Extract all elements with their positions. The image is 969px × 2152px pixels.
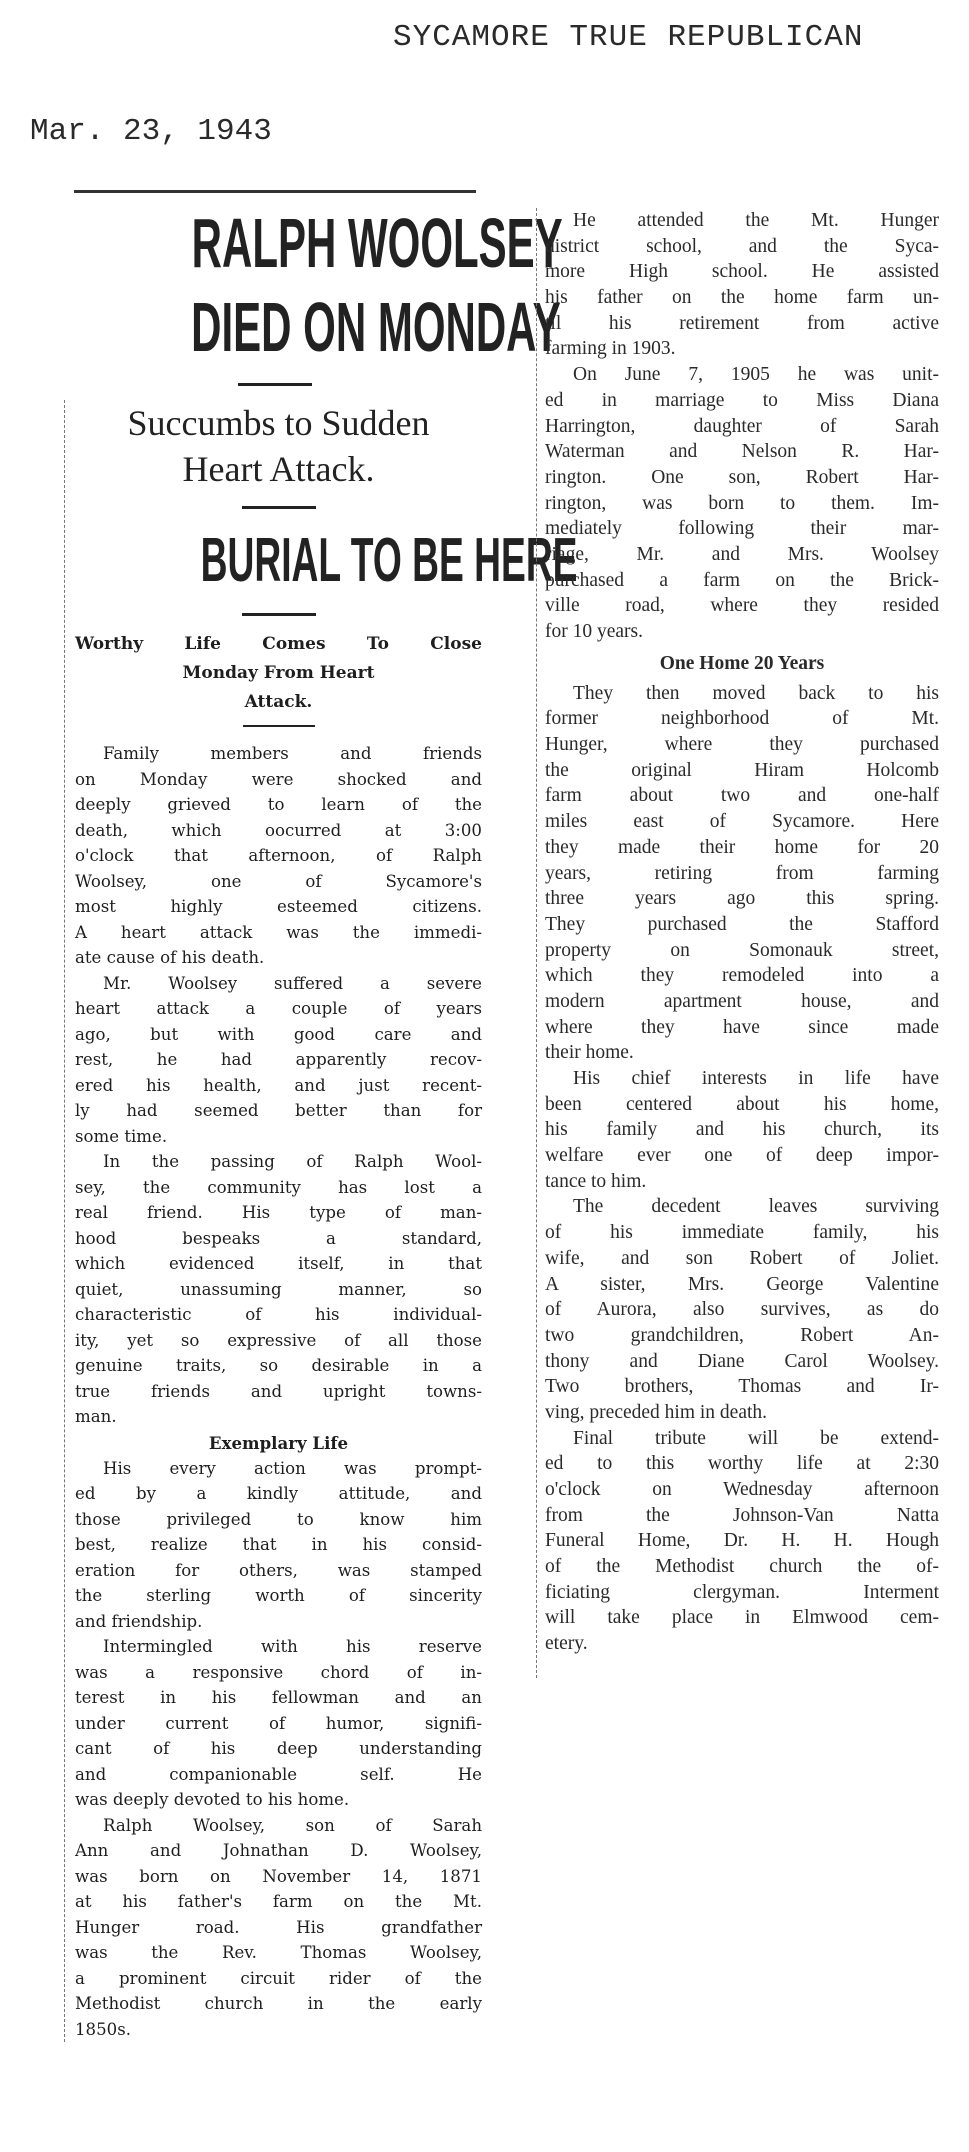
text-line: former neighborhood of Mt. xyxy=(545,708,939,730)
text-line: ficiating clergyman. Interment xyxy=(545,1581,939,1603)
text-line: Ann and Johnathan D. Woolsey, xyxy=(75,1841,482,1860)
text-line: at his father's farm on the Mt. xyxy=(75,1892,482,1911)
text-line: farm about two and one-half xyxy=(545,785,939,807)
text-line: ate cause of his death. xyxy=(75,948,265,967)
text-line: true friends and upright towns- xyxy=(75,1381,482,1401)
paragraph xyxy=(75,1813,482,2043)
text-line: characteristic of his individual- xyxy=(75,1305,482,1324)
text-line: rest, he had apparently recov- xyxy=(75,1050,482,1069)
text-line: He attended the Mt. Hunger xyxy=(573,210,939,231)
text-line: Woolsey, one of Sycamore's xyxy=(75,871,482,891)
text-line: tance to him. xyxy=(545,1170,647,1192)
paragraph xyxy=(545,681,939,1066)
text-line: they made their home for 20 xyxy=(545,836,939,858)
divider-rule xyxy=(243,725,315,727)
text-line: Two brothers, Thomas and Ir- xyxy=(545,1376,939,1398)
text-line: terest in his fellowman and an xyxy=(75,1688,482,1707)
text-line: o'clock on Wednesday afternoon xyxy=(545,1479,939,1500)
text-line: modern apartment house, and xyxy=(545,990,939,1012)
text-line: In the passing of Ralph Wool- xyxy=(103,1152,482,1171)
paragraph xyxy=(75,971,482,1150)
text-line: sey, the community has lost a xyxy=(75,1177,482,1197)
headline-text: BURIAL TO BE HERE xyxy=(200,526,578,595)
text-line: ed by a kindly attitude, and xyxy=(75,1484,482,1503)
text-line: was born on November 14, 1871 xyxy=(75,1866,482,1886)
subhead-line: Attack. xyxy=(244,692,313,712)
text-line: They then moved back to his xyxy=(573,682,939,704)
text-line: will take place in Elmwood cem- xyxy=(545,1607,939,1629)
text-line: which they remodeled into a xyxy=(545,965,939,987)
text-line: for 10 years. xyxy=(545,621,644,642)
text-line: Mr. Woolsey suffered a severe xyxy=(103,973,482,993)
text-line: His chief interests in life have xyxy=(573,1068,939,1089)
text-line: from the Johnson-Van Natta xyxy=(545,1504,939,1526)
paragraph xyxy=(545,1066,939,1194)
text-line: ity, yet so expressive of all those xyxy=(75,1330,482,1350)
paragraph xyxy=(75,1149,482,1430)
text-line: best, realize that in his consid- xyxy=(75,1535,482,1554)
text-line: two grandchildren, Robert An- xyxy=(545,1324,939,1346)
text-line: a prominent circuit rider of the xyxy=(75,1968,482,1988)
text-line: Funeral Home, Dr. H. H. Hough xyxy=(545,1530,939,1552)
text-line: of the Methodist church the of- xyxy=(545,1556,939,1578)
paragraph xyxy=(545,1194,939,1425)
text-line: purchased a farm on the Brick- xyxy=(545,569,939,591)
text-line: rington, was born to them. Im- xyxy=(545,492,939,514)
text-line: on Monday were shocked and xyxy=(75,769,482,789)
text-line: some time. xyxy=(75,1126,168,1146)
paragraph xyxy=(75,741,482,971)
text-line: three years ago this spring. xyxy=(545,888,939,910)
text-line: 1850s. xyxy=(75,2019,132,2039)
headline-text: DIED ON MONDAY xyxy=(191,288,561,366)
text-line: ed to this worthy life at 2:30 xyxy=(545,1453,939,1475)
text-line: most highly esteemed citizens. xyxy=(75,897,482,916)
text-line: quiet, unassuming manner, so xyxy=(75,1279,482,1299)
text-line: more High school. He assisted xyxy=(545,261,939,283)
text-line: heart attack a couple of years xyxy=(75,999,482,1018)
divider-rule xyxy=(242,506,316,509)
text-line: property on Somonauk street, xyxy=(545,939,939,961)
text-line: mediately following their mar- xyxy=(545,518,939,540)
text-line: his family and his church, its xyxy=(545,1119,939,1141)
text-line: man. xyxy=(75,1407,117,1426)
clipping-date: Mar. 23, 1943 xyxy=(30,114,272,149)
headline-text: RALPH WOOLSEY xyxy=(191,204,563,282)
top-rule xyxy=(74,190,476,193)
text-line: welfare ever one of deep impor- xyxy=(545,1145,939,1167)
text-line: His every action was prompt- xyxy=(103,1458,482,1478)
text-line: of Aurora, also survives, as do xyxy=(545,1299,939,1321)
text-line: Waterman and Nelson R. Har- xyxy=(545,441,939,463)
text-line: riage, Mr. and Mrs. Woolsey xyxy=(545,543,939,565)
text-line: eration for others, was stamped xyxy=(75,1560,482,1580)
text-line: o'clock that afternoon, of Ralph xyxy=(75,846,482,865)
paragraph xyxy=(545,1426,939,1657)
subhead-line: Worthy Life Comes To Close xyxy=(75,634,482,654)
headline-line-2 xyxy=(68,285,561,369)
text-line: Ralph Woolsey, son of Sarah xyxy=(103,1815,482,1835)
paragraph xyxy=(545,208,939,362)
text-line: was the Rev. Thomas Woolsey, xyxy=(75,1943,482,1962)
text-line: was deeply devoted to his home. xyxy=(75,1790,350,1809)
text-line: the sterling worth of sincerity xyxy=(75,1586,482,1605)
text-line: rington. One son, Robert Har- xyxy=(545,466,939,488)
section-heading: Exemplary Life xyxy=(208,1432,349,1453)
text-line: ving, preceded him in death. xyxy=(545,1401,768,1423)
text-line: miles east of Sycamore. Here xyxy=(545,811,939,833)
text-line: of his immediate family, his xyxy=(545,1222,939,1244)
text-line: genuine traits, so desirable in a xyxy=(75,1356,482,1375)
text-line: On June 7, 1905 he was unit- xyxy=(573,364,939,386)
text-line: thony and Diane Carol Woolsey. xyxy=(545,1350,939,1372)
text-line: and companionable self. He xyxy=(75,1764,482,1784)
text-line: Methodist church in the early xyxy=(75,1994,482,2013)
left-body-text xyxy=(75,741,482,2042)
text-line: etery. xyxy=(545,1633,588,1655)
article-right-column xyxy=(536,208,939,1678)
text-line: those privileged to know him xyxy=(75,1509,482,1529)
text-line: his father on the home farm un- xyxy=(545,287,939,309)
text-line: The decedent leaves surviving xyxy=(573,1196,939,1218)
text-line: hood bespeaks a standard, xyxy=(75,1228,482,1248)
text-line: and friendship. xyxy=(75,1611,203,1631)
paragraph xyxy=(75,1456,482,1635)
deck-line-2: Heart Attack. xyxy=(182,449,375,489)
text-line: real friend. His type of man- xyxy=(75,1203,482,1222)
text-line: which evidenced itself, in that xyxy=(75,1254,482,1273)
text-line: ago, but with good care and xyxy=(75,1024,482,1044)
headline-line-1 xyxy=(68,201,563,285)
text-line: deeply grieved to learn of the xyxy=(75,795,482,814)
text-line: ered his health, and just recent- xyxy=(75,1075,482,1095)
text-line: where they have since made xyxy=(545,1016,939,1038)
divider-rule xyxy=(238,383,312,386)
section-heading: One Home 20 Years xyxy=(659,652,825,674)
text-line: Harrington, daughter of Sarah xyxy=(545,415,939,437)
text-line: cant of his deep understanding xyxy=(75,1739,482,1758)
text-line: the original Hiram Holcomb xyxy=(545,759,939,781)
divider-rule xyxy=(242,613,316,616)
text-line: A heart attack was the immedi- xyxy=(75,922,482,942)
paragraph xyxy=(75,1634,482,1813)
text-line: A sister, Mrs. George Valentine xyxy=(545,1273,939,1295)
subheadline xyxy=(75,630,482,717)
paragraph xyxy=(545,362,939,645)
subhead-line: Monday From Heart xyxy=(182,663,375,683)
text-line: years, retiring from farming xyxy=(545,862,939,884)
text-line: death, which oocurred at 3:00 xyxy=(75,820,482,840)
text-line: Intermingled with his reserve xyxy=(103,1637,482,1656)
newspaper-name: SYCAMORE TRUE REPUBLICAN xyxy=(393,20,864,55)
text-line: Family members and friends xyxy=(103,744,482,763)
deck-line-1: Succumbs to Sudden xyxy=(127,403,430,443)
text-line: They purchased the Stafford xyxy=(545,913,939,935)
text-line: til his retirement from active xyxy=(545,312,939,334)
text-line: Hunger, where they purchased xyxy=(545,734,939,756)
text-line: ed in marriage to Miss Diana xyxy=(545,389,939,411)
text-line: been centered about his home, xyxy=(545,1093,939,1115)
text-line: under current of humor, signifi- xyxy=(75,1713,482,1733)
text-line: district school, and the Syca- xyxy=(545,235,939,257)
text-line: ly had seemed better than for xyxy=(75,1101,482,1120)
headline-line-3 xyxy=(75,523,578,599)
text-line: Hunger road. His grandfather xyxy=(75,1917,482,1937)
text-line: Final tribute will be extend- xyxy=(573,1427,939,1449)
text-line: was a responsive chord of in- xyxy=(75,1662,482,1682)
text-line: ville road, where they resided xyxy=(545,595,939,617)
text-line: farming in 1903. xyxy=(545,338,676,360)
text-line: wife, and son Robert of Joliet. xyxy=(545,1247,939,1269)
text-line: their home. xyxy=(545,1042,634,1064)
